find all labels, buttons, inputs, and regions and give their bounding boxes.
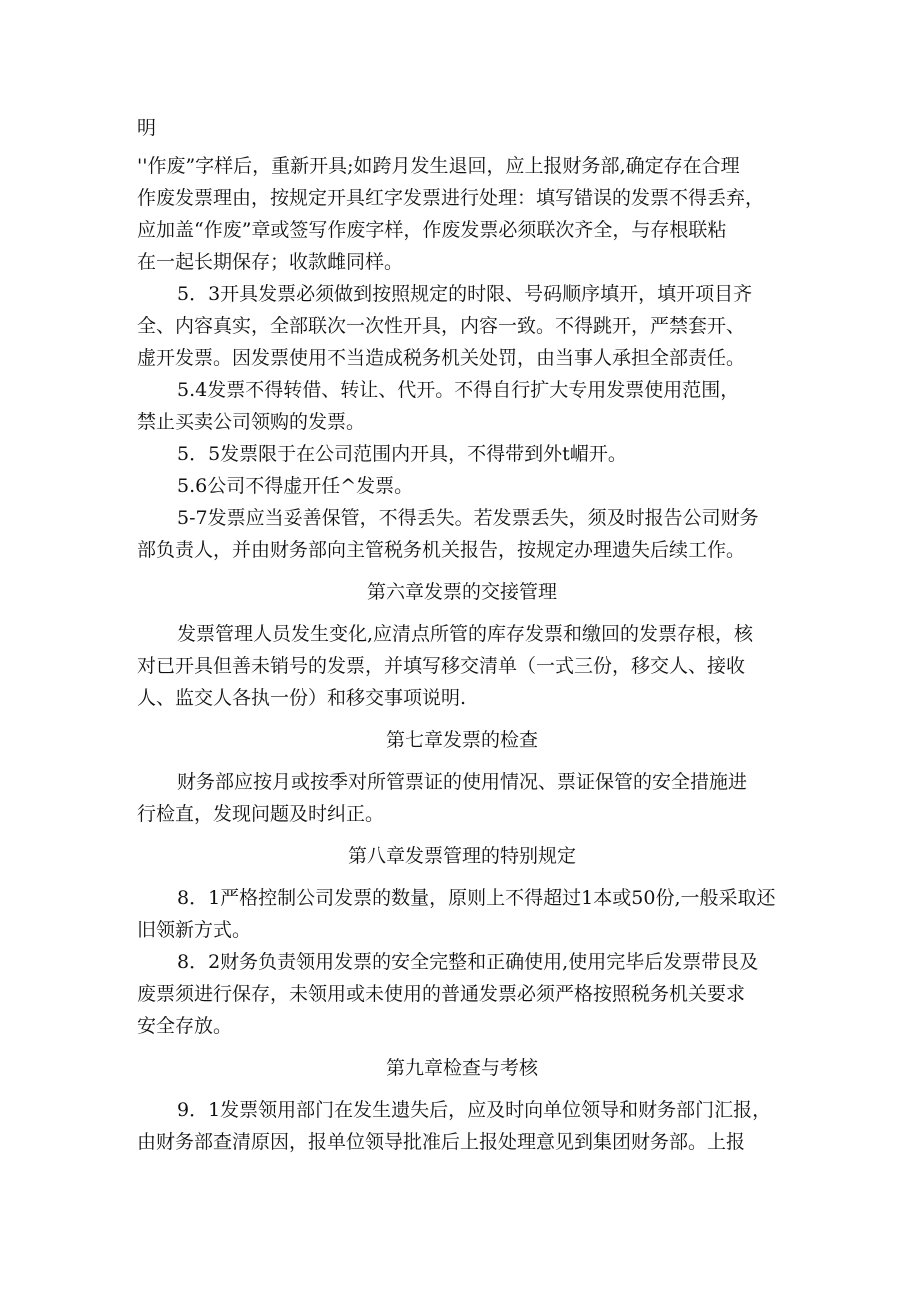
text-line: 8．1严格控制公司发票的数量，原则上不得超过1本或50份,一般采取还	[177, 887, 776, 909]
text-line: 财务部应按月或按季对所管票证的使用情况、票证保管的安全措施进	[177, 771, 748, 793]
text-line: 5.4发票不得转借、转让、代开。不得自行扩大专用发票使用范围，	[177, 379, 740, 401]
text-line: ''作废”字样后，重新开具;如跨月发生退回，应上报财务部,确定存在合理	[137, 155, 740, 177]
text-line: 部负责人，并由财务部向主管税务机关报告，按规定办理遗失后续工作。	[137, 539, 746, 561]
chapter-heading: 第八章发票管理的特别规定	[347, 845, 576, 867]
text-line: 8．2财务负责领用发票的安全完整和正确使用,使用完毕后发票带艮及	[177, 951, 759, 973]
text-line: 发票管理人员发生变化,应清点所管的库存发票和缴回的发票存根，核	[177, 623, 754, 645]
text-line: 虚开发票。因发票使用不当造成税务机关处罚，由当事人承担全部责任。	[137, 347, 746, 369]
text-line: 9．1发票领用部门在发生遗失后，应及时向单位领导和财务部门汇报，	[177, 1099, 772, 1121]
text-line: 旧领新方式。	[137, 919, 252, 941]
text-line: 全、内容真实，全部联次一次性开具，内容一致。不得跳开，严禁套开、	[137, 315, 746, 337]
text-line: 对已开具但善未销号的发票，并填写移交清单（一式三份，移交人、接收	[137, 655, 746, 677]
text-line: 5．3开具发票必须做到按照规定的时限、号码顺序填开，填开项目齐	[177, 283, 753, 305]
text-line: 5.6公司不得虚开任^发票。	[177, 475, 414, 497]
text-line: 禁止买卖公司领购的发票。	[137, 411, 366, 433]
chapter-heading: 第九章检查与考核	[385, 1057, 538, 1079]
text-line: 在一起长期保存；收款雌同样。	[137, 251, 404, 273]
text-line: 安全存放。	[137, 1015, 233, 1037]
text-line: 5-7发票应当妥善保管，不得丢失。若发票丢失，须及时报告公司财务	[177, 507, 759, 529]
text-line: 由财务部查清原因，报单位领导批准后上报处理意见到集团财务部。上报	[137, 1131, 746, 1153]
chapter-heading: 第六章发票的交接管理	[366, 581, 557, 603]
document-page	[137, 112, 787, 1158]
text-line: 作废发票理由，按规定开具红字发票进行处理：填写错误的发票不得丢弃，	[137, 187, 765, 209]
text-line: 人、监交人各执一份）和移交事项说明.	[137, 687, 467, 709]
text-line: 废票须进行保存，未领用或未使用的普通发票必须严格按照税务机关要求	[137, 983, 746, 1005]
text-line: 明	[137, 117, 157, 139]
text-line: 应加盖“作废”章或签写作废字样，作废发票必须联次齐全，与存根联粘	[137, 219, 727, 241]
text-line: 5．5发票限于在公司范围内开具，不得带到外t嵋开。	[177, 443, 627, 465]
text-line: 行检直，发现问题及时纠正。	[137, 803, 385, 825]
chapter-heading: 第七章发票的检查	[385, 729, 538, 751]
